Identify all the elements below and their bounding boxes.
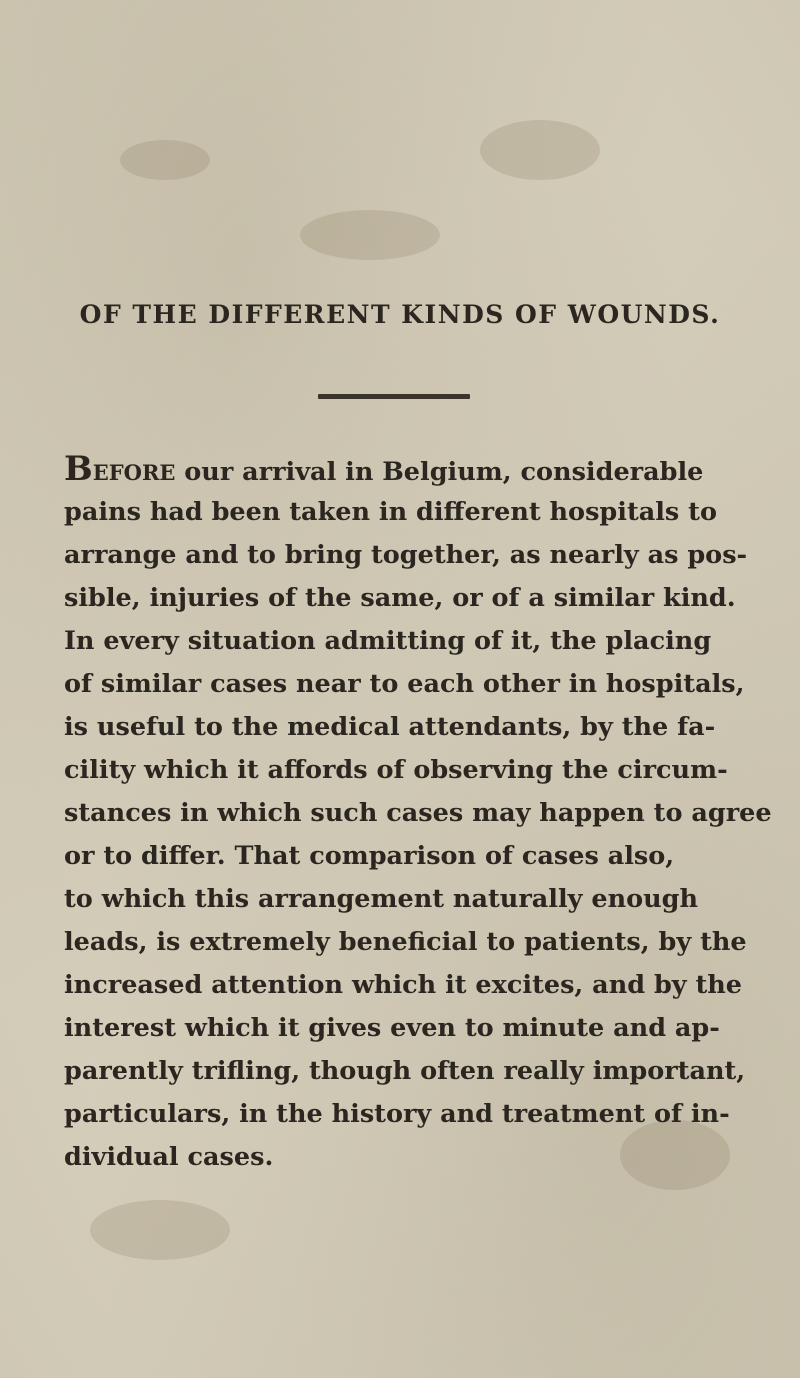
text-line: to which this arrangement naturally enough [64,884,699,914]
drop-capital: B [64,449,93,489]
first-line-text: our arrival in Belgium, considerable [175,457,704,487]
text-line: sible, injuries of the same, or of a similar kind. [64,583,736,613]
body-paragraph [64,448,772,1179]
paper-stain [120,140,210,180]
text-line: dividual cases. [64,1142,274,1172]
text-line: cility which it affords of observing the circum- [64,755,728,785]
paper-stain [300,210,440,260]
text-line: pains had been taken in different hospitals to [64,497,717,527]
chapter-heading: OF THE DIFFERENT KINDS OF WOUNDS. [79,300,721,329]
text-line: stances in which such cases may happen to agree [64,798,772,828]
text-line: parently trifling, though often really important, [64,1056,746,1086]
paper-stain [90,1200,230,1260]
heading-rule [318,394,470,399]
text-line: of similar cases near to each other in hospitals, [64,669,745,699]
text-line-1 [64,448,754,491]
text-line: arrange and to bring together, as nearly as pos- [64,540,748,570]
text-line: In every situation admitting of it, the placing [64,626,712,656]
small-caps-word: EFORE [92,460,176,485]
text-line: interest which it gives even to minute and ap- [64,1013,720,1043]
text-line: leads, is extremely beneficial to patients, by the [64,927,747,957]
paper-stain [480,120,600,180]
text-line: increased attention which it excites, and by the [64,970,743,1000]
text-line: particulars, in the history and treatment of in- [64,1099,730,1129]
text-line: is useful to the medical attendants, by the fa- [64,712,716,742]
text-line: or to differ. That comparison of cases also, [64,841,675,871]
